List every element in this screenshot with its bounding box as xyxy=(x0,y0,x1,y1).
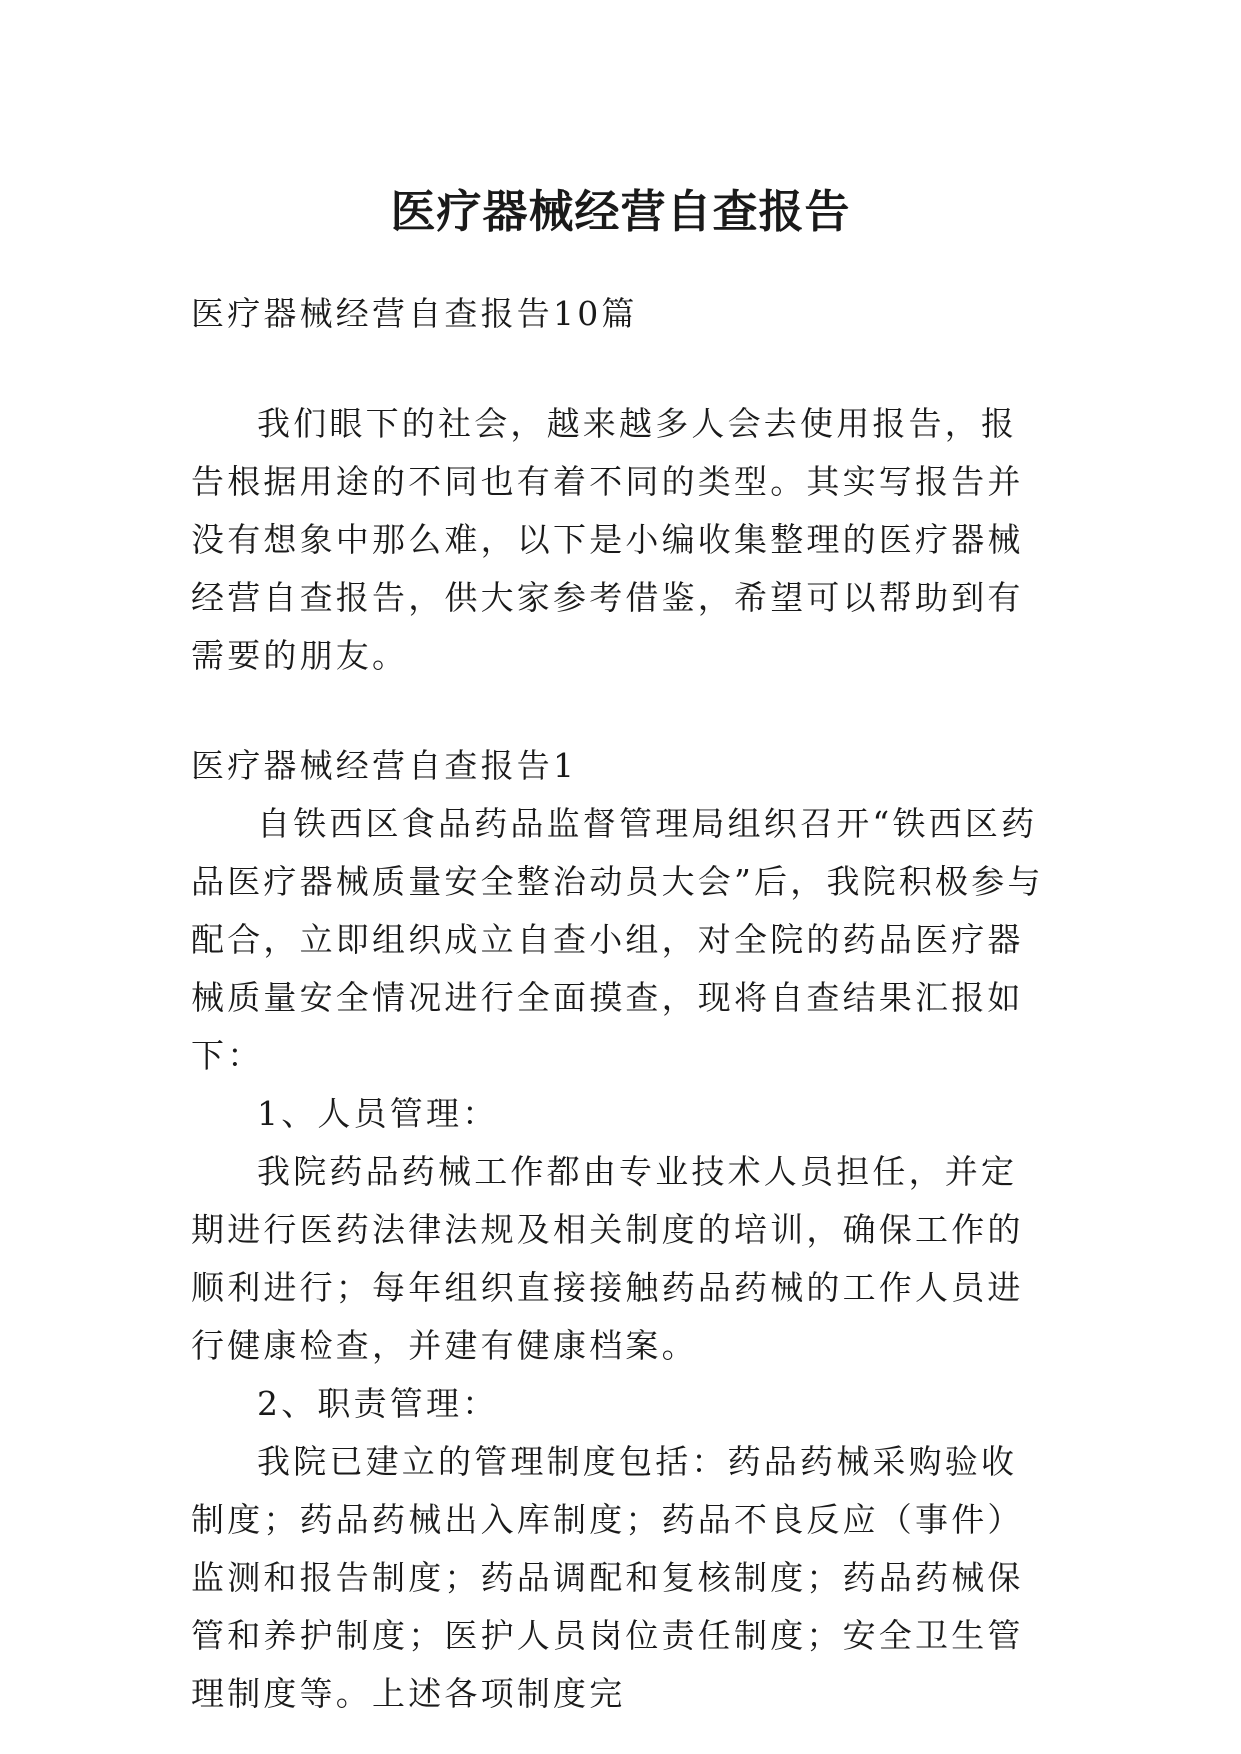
item-heading-personnel: 1、人员管理： xyxy=(257,1094,499,1133)
item-heading-duties: 2、职责管理： xyxy=(257,1384,499,1423)
section-paragraph: 自铁西区食品药品监督管理局组织召开“铁西区药品医疗器械质量安全整治动员大会”后，我院积极参与配合，立即组织成立自查小组，对全院的药品医疗器械质量安全情况进行全面摸查，现将自查结果汇报如下： xyxy=(191,804,1044,1075)
intro-paragraph: 我们眼下的社会，越来越多人会去使用报告，报告根据用途的不同也有着不同的类型。其实写报告并没有想象中那么难，以下是小编收集整理的医疗器械经营自查报告，供大家参考借鉴，希望可以帮助到有需要的朋友。 xyxy=(191,404,1024,675)
document-subtitle: 医疗器械经营自查报告10篇 xyxy=(191,294,638,333)
section-heading: 医疗器械经营自查报告1 xyxy=(191,746,578,785)
document-body xyxy=(191,285,1051,1723)
item-body-personnel: 我院药品药械工作都由专业技术人员担任，并定期进行医药法律法规及相关制度的培训，确保工作的顺利进行；每年组织直接接触药品药械的工作人员进行健康检查，并建有健康档案。 xyxy=(191,1152,1024,1365)
document-title: 医疗器械经营自查报告 xyxy=(390,185,851,239)
item-body-duties: 我院已建立的管理制度包括：药品药械采购验收制度；药品药械出入库制度；药品不良反应（事件）监测和报告制度；药品调配和复核制度；药品药械保管和养护制度；医护人员岗位责任制度；安全卫生管理制度等。上述各项制度完 xyxy=(191,1442,1024,1713)
